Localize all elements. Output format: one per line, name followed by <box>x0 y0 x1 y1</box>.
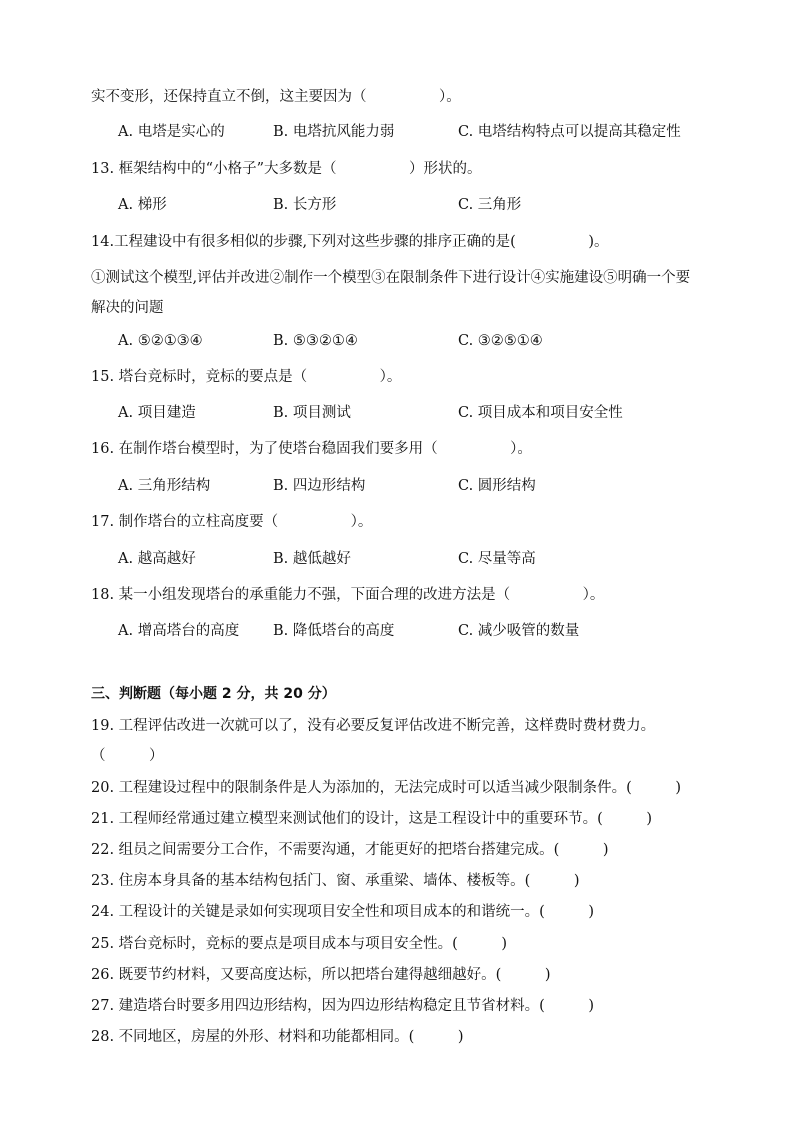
q14-option-a: A. ⑤②①③④ <box>118 333 203 349</box>
question-21-text: 21. 工程师经常通过建立模型来测试他们的设计，这是工程设计中的重要环节。( ) <box>91 811 652 827</box>
q17-option-c: C. 尽量等高 <box>458 551 536 567</box>
question-26-text: 26. 既要节约材料，又要高度达标，所以把塔台建得越细越好。( ) <box>91 967 551 983</box>
q12-option-c: C. 电塔结构特点可以提高其稳定性 <box>458 124 681 140</box>
q16-option-c: C. 圆形结构 <box>458 478 536 494</box>
question-17-text: 17. 制作塔台的立柱高度要（ ）。 <box>91 514 373 530</box>
question-14-steps-cont: 解决的问题 <box>91 300 164 316</box>
q15-option-c: C. 项目成本和项目安全性 <box>458 405 623 421</box>
question-16-text: 16. 在制作塔台模型时，为了使塔台稳固我们要多用（ ）。 <box>91 441 532 457</box>
section-heading-judgement: 三、判断题（每小题 2 分，共 20 分） <box>91 686 336 702</box>
q18-option-a: A. 增高塔台的高度 <box>118 623 240 639</box>
question-27-text: 27. 建造塔台时要多用四边形结构，因为四边形结构稳定且节省材料。( ) <box>91 998 594 1014</box>
question-25-text: 25. 塔台竞标时，竞标的要点是项目成本与项目安全性。( ) <box>91 936 507 952</box>
q15-option-b: B. 项目测试 <box>273 405 351 421</box>
question-14-steps: ①测试这个模型,评估并改进②制作一个模型③在限制条件下进行设计④实施建设⑤明确一个要 <box>91 270 691 286</box>
question-12-text: 实不变形，还保持直立不倒，这主要因为（ ）。 <box>91 89 461 105</box>
question-22-text: 22. 组员之间需要分工合作，不需要沟通，才能更好的把塔台搭建完成。( ) <box>91 842 609 858</box>
q12-option-a: A. 电塔是实心的 <box>118 124 225 140</box>
q13-option-b: B. 长方形 <box>273 197 337 213</box>
q17-option-b: B. 越低越好 <box>273 551 351 567</box>
question-15-text: 15. 塔台竞标时，竞标的要点是（ ）。 <box>91 369 402 385</box>
q18-option-b: B. 降低塔台的高度 <box>273 623 395 639</box>
question-13-text: 13. 框架结构中的“小格子”大多数是（ ）形状的。 <box>91 161 482 177</box>
question-19-answer-blank: （ ） <box>91 748 164 764</box>
q15-option-a: A. 项目建造 <box>118 405 196 421</box>
q13-option-c: C. 三角形 <box>458 197 522 213</box>
question-20-text: 20. 工程建设过程中的限制条件是人为添加的，无法完成时可以适当减少限制条件。( ) <box>91 780 681 796</box>
q16-option-a: A. 三角形结构 <box>118 478 211 494</box>
q17-option-a: A. 越高越好 <box>118 551 196 567</box>
question-28-text: 28. 不同地区，房屋的外形、材料和功能都相同。( ) <box>91 1029 464 1045</box>
question-18-text: 18. 某一小组发现塔台的承重能力不强，下面合理的改进方法是（ ）。 <box>91 587 605 603</box>
q14-option-c: C. ③②⑤①④ <box>458 333 543 349</box>
q18-option-c: C. 减少吸管的数量 <box>458 623 580 639</box>
q14-option-b: B. ⑤③②①④ <box>273 333 358 349</box>
q13-option-a: A. 梯形 <box>118 197 167 213</box>
question-24-text: 24. 工程设计的关键是录如何实现项目安全性和项目成本的和谐统一。( ) <box>91 904 594 920</box>
question-19-text: 19. 工程评估改进一次就可以了，没有必要反复评估改进不断完善，这样费时费材费力。 <box>91 718 656 734</box>
q12-option-b: B. 电塔抗风能力弱 <box>273 124 395 140</box>
q16-option-b: B. 四边形结构 <box>273 478 366 494</box>
question-23-text: 23. 住房本身具备的基本结构包括门、窗、承重梁、墙体、楼板等。( ) <box>91 873 580 889</box>
question-14-text: 14.工程建设中有很多相似的步骤,下列对这些步骤的排序正确的是( )。 <box>91 234 609 250</box>
